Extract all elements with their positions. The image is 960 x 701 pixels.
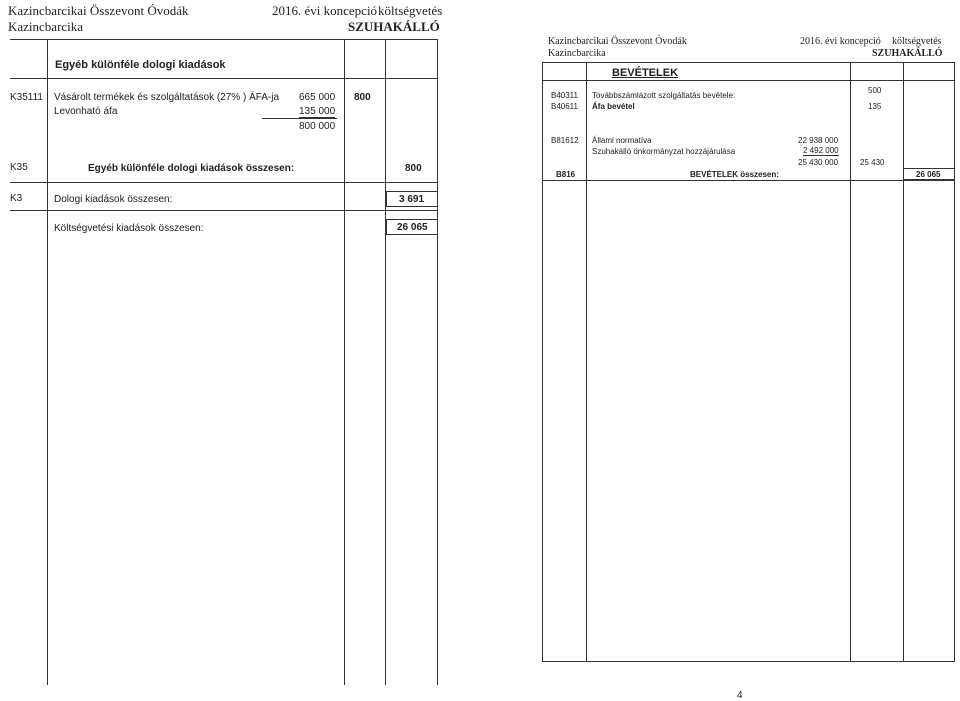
left-right-border xyxy=(437,40,438,685)
right-header-unit: SZUHAKÁLLÓ xyxy=(872,48,943,59)
right-header-year-title: 2016. évi koncepció xyxy=(800,36,881,47)
k3-value: 3 691 xyxy=(399,194,425,205)
row-value-b40311: 500 xyxy=(868,86,882,95)
left-column-divider-1 xyxy=(47,40,48,685)
row-code-b81612: B81612 xyxy=(551,136,579,145)
b816-code: B816 xyxy=(556,170,576,179)
k35-code: K35 xyxy=(10,162,28,173)
row-desc-levonhato: Levonható áfa xyxy=(54,106,118,117)
b816-underline xyxy=(542,180,955,181)
right-header-org: Kazincbarcikai Összevont Óvodák xyxy=(548,36,687,47)
b816-label: BEVÉTELEK összesen: xyxy=(690,170,779,179)
left-header-budget-word: költségvetés xyxy=(378,3,443,18)
page-number: 4 xyxy=(737,690,743,701)
left-section-title: Egyéb különféle dologi kiadások xyxy=(55,59,226,71)
total-value-box xyxy=(386,219,438,235)
row-amount-subtotal: 25 430 000 xyxy=(798,158,839,167)
k3-label: Dologi kiadások összesen: xyxy=(54,194,173,205)
right-column-divider-3 xyxy=(903,62,904,662)
row-amount-allami: 22 938 000 xyxy=(798,136,839,145)
left-header-underline xyxy=(10,78,438,79)
row-col1-k35111: 800 xyxy=(354,92,371,103)
left-header-unit: SZUHAKÁLLÓ xyxy=(348,19,440,34)
row-value-b40611: 135 xyxy=(868,102,882,111)
left-header-year-title: 2016. évi koncepció xyxy=(272,3,378,18)
k35-underline xyxy=(10,182,438,183)
row-desc-onkormanyzat: Szuhakálló önkormányzat hozzájárulása xyxy=(592,147,736,156)
row-desc-b40311: Továbbszámlázott szolgáltatás bevétele: xyxy=(592,91,736,100)
left-header-org: Kazincbarcikai Összevont Óvodák xyxy=(8,3,189,18)
row-code-b40611: B40611 xyxy=(551,102,578,111)
row-code-b40311: B40311 xyxy=(551,91,578,100)
k3-underline xyxy=(10,210,438,211)
right-column-divider-1 xyxy=(586,62,587,662)
k35-label: Egyéb különféle dologi kiadások összesen: xyxy=(88,163,295,174)
total-label: Költségvetési kiadások összesen: xyxy=(54,223,204,234)
row-desc-k35111: Vásárolt termékek és szolgáltatások (27% ) ÁFA-ja xyxy=(54,92,280,103)
total-value: 26 065 xyxy=(397,222,428,233)
subtotal-underline xyxy=(262,118,337,119)
k3-code: K3 xyxy=(10,193,23,204)
row-amount-onkormanyzat: 2 492 000 xyxy=(803,146,839,155)
b816-value: 26 065 xyxy=(916,170,941,179)
right-header-city: Kazincbarcika xyxy=(548,48,606,59)
row-amount-k35111: 665 000 xyxy=(299,92,336,103)
b816-value-box xyxy=(903,168,955,180)
row-value-subtotal: 25 430 xyxy=(860,158,885,167)
right-header-budget-word: költségvetés xyxy=(892,36,942,47)
right-header-underline xyxy=(542,80,955,81)
right-section-title: BEVÉTELEK xyxy=(612,67,679,79)
left-column-divider-3 xyxy=(385,40,386,685)
k3-value-box xyxy=(386,191,438,207)
row-code-k35111: K35111 xyxy=(10,92,43,103)
row-amount-subtotal: 800 000 xyxy=(299,121,336,132)
row-desc-allami: Állami normatíva xyxy=(592,136,652,145)
left-top-border xyxy=(10,39,438,40)
left-column-divider-2 xyxy=(344,40,345,685)
row-desc-b40611: Áfa bevétel xyxy=(592,102,635,111)
right-column-divider-2 xyxy=(850,62,851,662)
k35-value: 800 xyxy=(405,163,422,174)
row-amount-levonhato: 135 000 xyxy=(299,106,336,117)
left-header-city: Kazincbarcika xyxy=(8,19,84,34)
